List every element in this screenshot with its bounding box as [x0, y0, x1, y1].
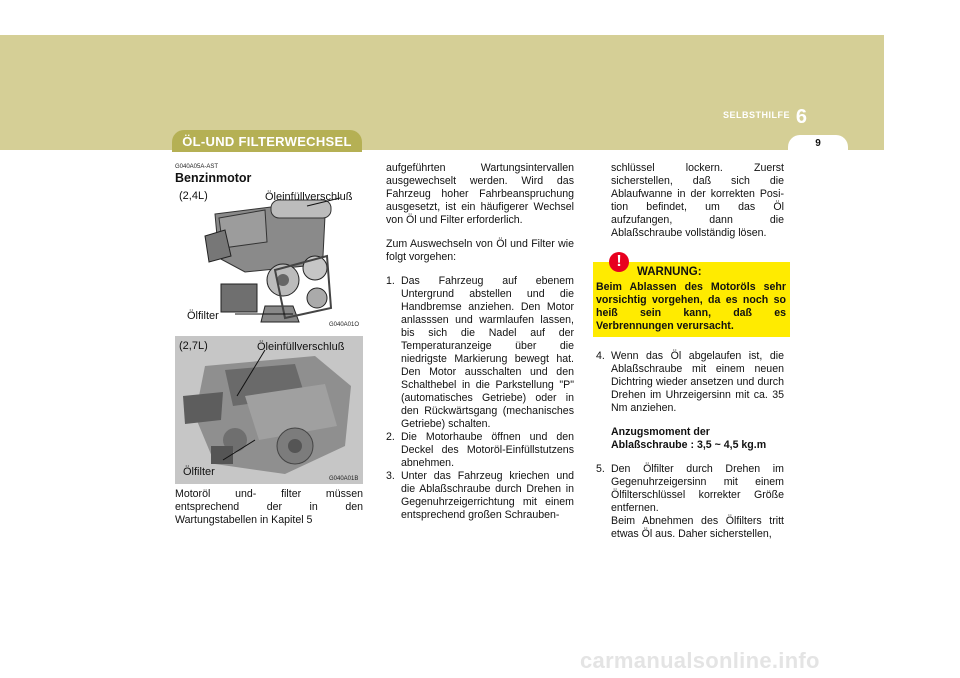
step-number: 5.: [596, 463, 605, 475]
section-code: G040A05A-AST: [175, 164, 219, 170]
oil-filler-cap-label: Öleinfüllverschluß: [265, 191, 353, 203]
subtitle: Benzinmotor: [175, 171, 252, 185]
step-text: Unter das Fahrzeug kriechen und die Ablaßschraube durch Drehen in Gegenuhrzeigerrichtung mit einem entsprechend großen Schrauben-: [401, 470, 574, 521]
list-item: [596, 463, 784, 515]
step-text: Wenn das Öl abgelaufen ist, die Ablaßschraube mit einem neuen Dichtring wieder ansetzen und durch Drehen im Uhrzeigersinn mit ca. 35 Nm anziehen.: [611, 350, 784, 414]
paragraph: Zum Auswechseln von Öl und Filter wie folgt vorgehen:: [386, 238, 574, 263]
paragraph: schlüssel lockern. Zuerst sicherstellen, daß sich die Ablaufwanne in der korrekten Posi- tion befindet, um das Öl aufzufangen, dann die Ablaßschraube vollständig lösen.: [611, 162, 784, 239]
list-item: [386, 275, 574, 431]
left-body-text: [175, 488, 363, 538]
image-code: G040A01B: [329, 476, 359, 482]
page-title: ÖL-UND FILTERWECHSEL: [172, 130, 362, 152]
warning-text: Beim Ablassen des Motoröls sehr vorsichtig vorgehen, da es noch so heiß sein kann, daß es Verbrennungen verursacht.: [596, 281, 786, 332]
warning-box: [593, 253, 790, 337]
engine-image-2-7l: [175, 336, 363, 484]
oil-filter-label: Ölfilter: [187, 310, 219, 322]
oil-change-intro: Motoröl und- filter müssen entsprechend der in den Wartungstabellen in Kapitel 5: [175, 488, 363, 526]
steps-list: [386, 275, 574, 522]
torque-value: Ablaßschraube : 3,5 ~ 4,5 kg.m: [611, 439, 767, 451]
list-item: [386, 470, 574, 522]
torque-spec: [596, 426, 784, 452]
warning-title: WARNUNG:: [637, 266, 702, 278]
chapter-number: 6: [795, 106, 807, 128]
torque-label: Anzugsmoment der: [611, 426, 710, 438]
engine-variant-label: (2,4L): [179, 190, 208, 202]
header-banner: [0, 35, 884, 150]
step-note: Beim Abnehmen des Ölfilters tritt etwas Öl aus. Daher sicherstellen,: [611, 515, 784, 540]
engine-variant-label: (2,7L): [179, 340, 208, 352]
step-number: 2.: [386, 431, 395, 443]
right-column-top: [596, 162, 784, 251]
section-title: SELBSTHILFE: [722, 110, 790, 120]
step-text: Die Motorhaube öffnen und den Deckel des Motoröl-Einfüllstutzens abnehmen.: [401, 431, 574, 469]
oil-filler-cap-label: Öleinfüllverschluß: [257, 341, 345, 353]
list-item: [386, 431, 574, 470]
steps-list: [596, 463, 784, 515]
step-text: Das Fahrzeug auf ebenem Untergrund abstellen und die Handbremse anziehen. Den Motor anlasssen und warmlaufen lassen, bis sich die Nadel auf der Temperaturanzeige über die niedrigste Markierung bewegt hat. Den Motor ausschalten und den Schalthebel in die Parkstellung "P" (automatisches Getriebe) oder in den Rückwärtsgang (mechanisches Getriebe) schalten.: [401, 275, 574, 430]
list-item: [596, 350, 784, 415]
step-number: 3.: [386, 470, 395, 482]
step-text: Den Ölfilter durch Drehen im Gegenuhrzeigersinn mit einem Ölfilterschlüssel korrekter Größe entfernen.: [611, 463, 784, 514]
engine-photo: [175, 336, 363, 484]
paragraph: aufgeführten Wartungsintervallen ausgewechselt werden. Wird das Fahrzeug hoher Fahrbeanspruchung ausgesetzt, ist ein häufigerer Wechsel von Öl und Filter erforderlich.: [386, 162, 574, 226]
warning-icon: !: [609, 252, 629, 272]
oil-filter-label: Ölfilter: [183, 466, 215, 478]
steps-list: [596, 350, 784, 415]
page-number: 9: [788, 135, 848, 157]
right-column-bottom: [596, 350, 784, 541]
engine-image-2-4l: [175, 186, 363, 332]
image-code: G040A01O: [329, 322, 360, 328]
watermark: carmanualsonline.info: [580, 648, 820, 673]
step-number: 1.: [386, 275, 395, 287]
middle-column: [386, 162, 574, 522]
step-number: 4.: [596, 350, 605, 362]
